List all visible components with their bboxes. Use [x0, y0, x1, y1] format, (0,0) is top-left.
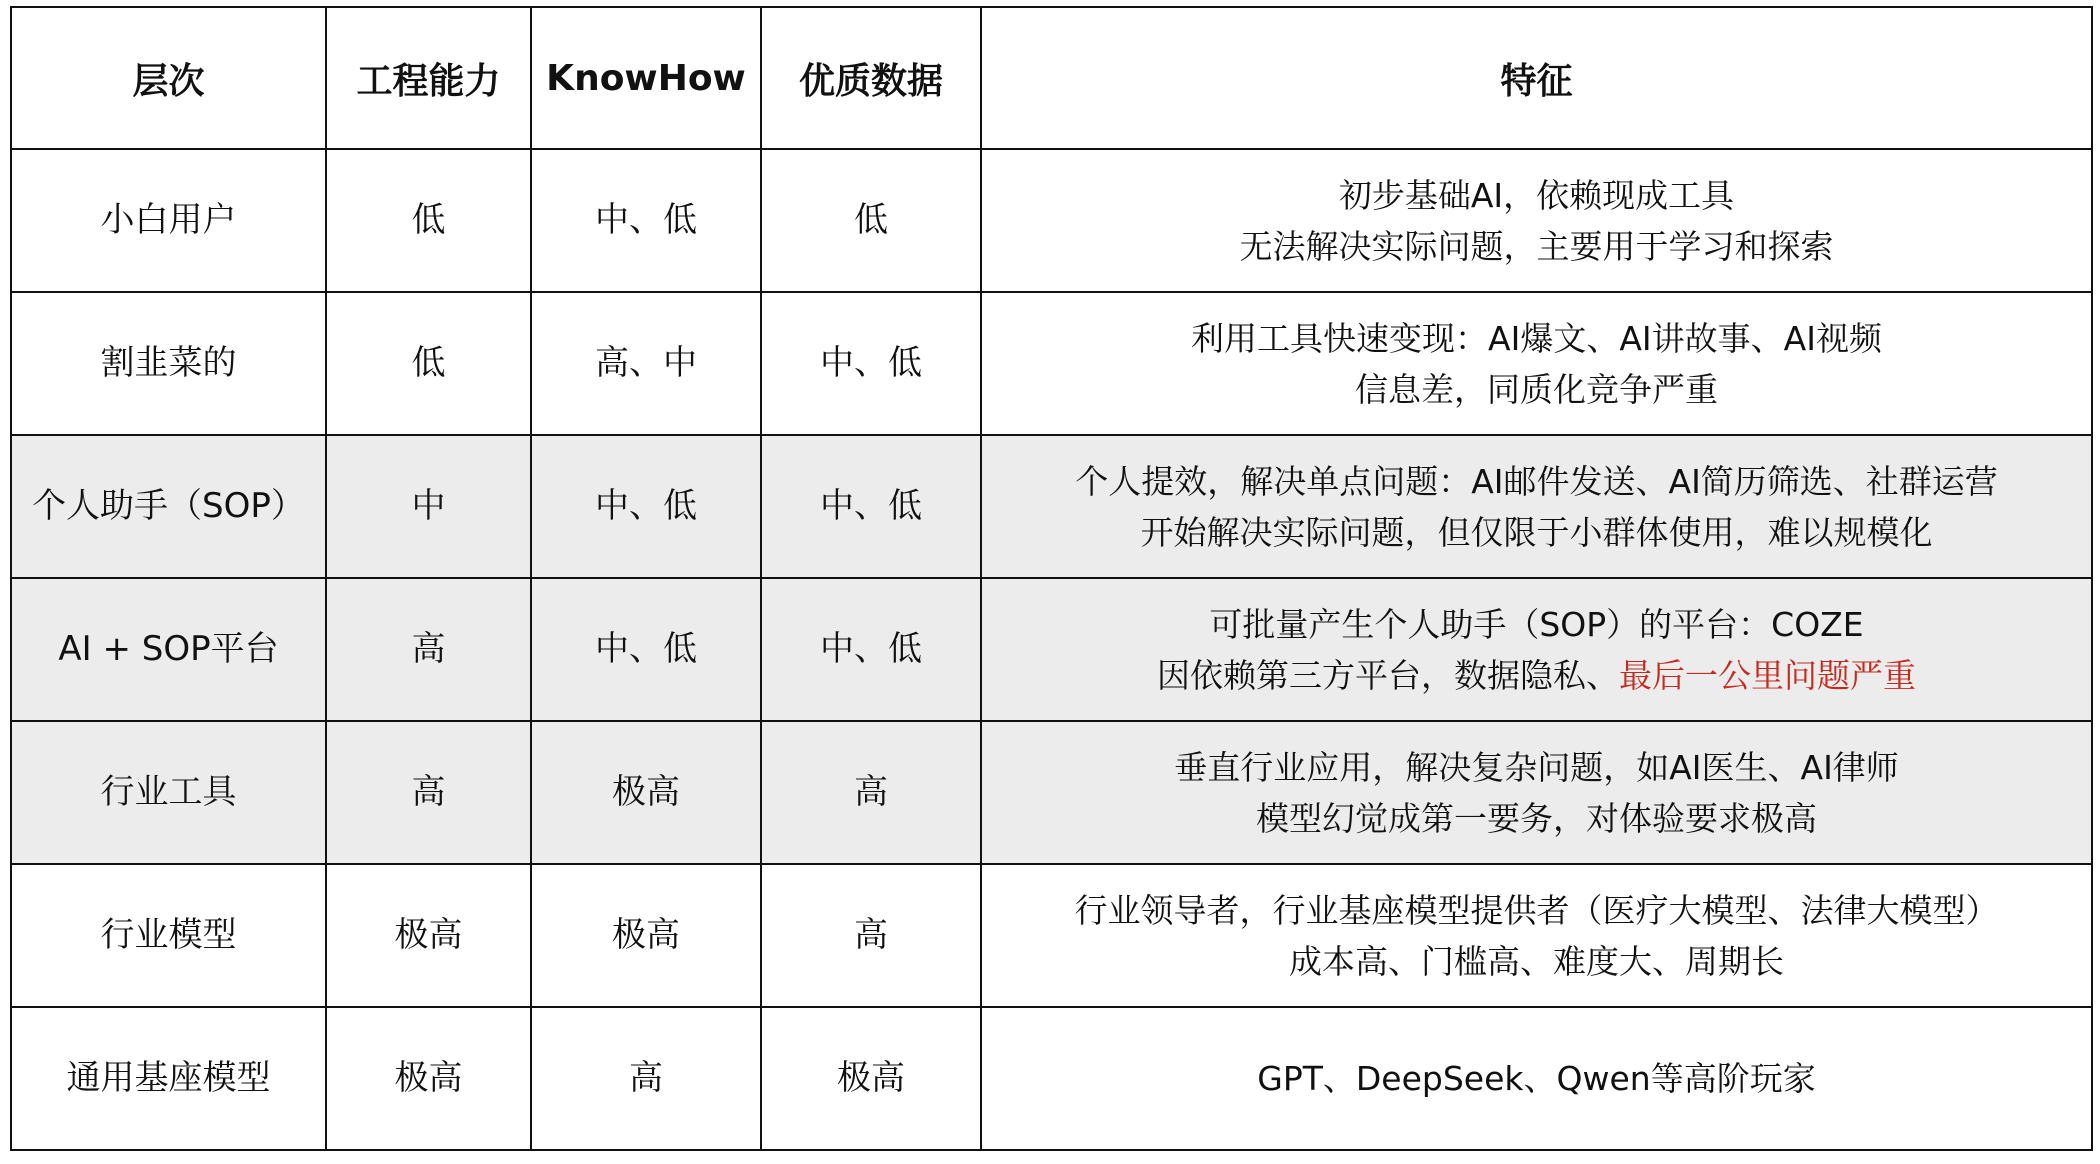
cell-knowhow: 高、中 — [531, 292, 761, 435]
cell-features — [981, 864, 2092, 1007]
cell-knowhow: 极高 — [531, 864, 761, 1007]
cell-features — [981, 721, 2092, 864]
table-row — [11, 1007, 2092, 1150]
cell-engineering: 高 — [326, 578, 531, 721]
cell-features — [981, 578, 2092, 721]
feature-line-2: 开始解决实际问题，但仅限于小群体使用，难以规模化 — [1140, 512, 1933, 552]
cell-level: 小白用户 — [11, 149, 326, 292]
cell-engineering: 中 — [326, 435, 531, 578]
feature-line-1: 垂直行业应用，解决复杂问题，如AI医生、AI律师 — [1174, 747, 1899, 787]
header-level: 层次 — [11, 7, 326, 149]
cell-knowhow: 高 — [531, 1007, 761, 1150]
cell-knowhow: 中、低 — [531, 149, 761, 292]
header-quality-data: 优质数据 — [761, 7, 981, 149]
cell-quality-data: 低 — [761, 149, 981, 292]
table-row — [11, 292, 2092, 435]
cell-features — [981, 435, 2092, 578]
feature-line-1: GPT、DeepSeek、Qwen等高阶玩家 — [1257, 1059, 1816, 1098]
cell-knowhow: 中、低 — [531, 578, 761, 721]
cell-level: AI + SOP平台 — [11, 578, 326, 721]
table-row — [11, 721, 2092, 864]
ai-capability-table-container — [10, 6, 2091, 1151]
header-row — [11, 7, 2092, 149]
cell-engineering: 高 — [326, 721, 531, 864]
cell-level: 行业工具 — [11, 721, 326, 864]
cell-features — [981, 149, 2092, 292]
cell-engineering: 低 — [326, 292, 531, 435]
cell-level: 割韭菜的 — [11, 292, 326, 435]
cell-quality-data: 中、低 — [761, 578, 981, 721]
cell-features — [981, 1007, 2092, 1150]
header-features: 特征 — [981, 7, 2092, 149]
table-row — [11, 578, 2092, 721]
cell-quality-data: 高 — [761, 721, 981, 864]
feature-line-2: 模型幻觉成第一要务，对体验要求极高 — [1256, 798, 1817, 838]
feature-line-2: 信息差，同质化竞争严重 — [1355, 369, 1718, 409]
cell-knowhow: 极高 — [531, 721, 761, 864]
table-row — [11, 864, 2092, 1007]
cell-engineering: 极高 — [326, 864, 531, 1007]
cell-quality-data: 高 — [761, 864, 981, 1007]
cell-level: 个人助手（SOP） — [11, 435, 326, 578]
cell-level: 行业模型 — [11, 864, 326, 1007]
header-knowhow: KnowHow — [531, 7, 761, 149]
table-row — [11, 149, 2092, 292]
cell-engineering: 低 — [326, 149, 531, 292]
ai-capability-table — [10, 6, 2093, 1151]
feature-highlight-text: 最后一公里问题严重 — [1619, 655, 1916, 695]
feature-line-2: 无法解决实际问题，主要用于学习和探索 — [1239, 226, 1834, 266]
feature-line-2-text: 因依赖第三方平台，数据隐私、 — [1157, 655, 1619, 695]
cell-knowhow: 中、低 — [531, 435, 761, 578]
cell-quality-data: 中、低 — [761, 435, 981, 578]
feature-line-1: 个人提效，解决单点问题：AI邮件发送、AI简历筛选、社群运营 — [1075, 461, 1998, 501]
feature-line-1: 初步基础AI，依赖现成工具 — [1338, 175, 1735, 215]
cell-features — [981, 292, 2092, 435]
cell-quality-data: 极高 — [761, 1007, 981, 1150]
cell-engineering: 极高 — [326, 1007, 531, 1150]
header-engineering: 工程能力 — [326, 7, 531, 149]
feature-line-1: 可批量产生个人助手（SOP）的平台：COZE — [1209, 604, 1864, 644]
cell-level: 通用基座模型 — [11, 1007, 326, 1150]
feature-line-1: 行业领导者，行业基座模型提供者（医疗大模型、法律大模型） — [1074, 890, 1999, 930]
feature-line-2: 成本高、门槛高、难度大、周期长 — [1289, 941, 1784, 981]
table-row — [11, 435, 2092, 578]
feature-line-2 — [988, 650, 2085, 701]
feature-line-1: 利用工具快速变现：AI爆文、AI讲故事、AI视频 — [1191, 318, 1882, 358]
cell-quality-data: 中、低 — [761, 292, 981, 435]
